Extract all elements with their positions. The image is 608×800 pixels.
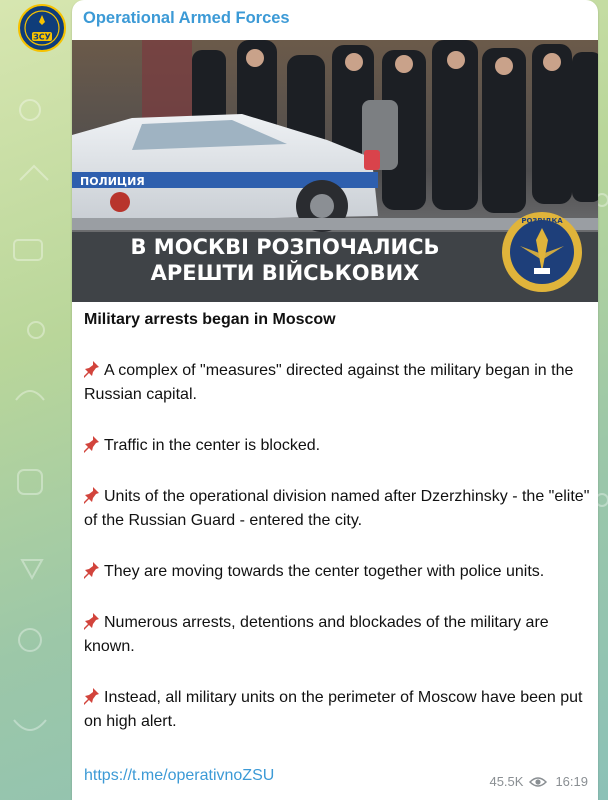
paragraph-text: Numerous arrests, detentions and blockades of the military are known. bbox=[84, 614, 549, 655]
paragraph-text: Units of the operational division named after Dzerzhinsky - the "elite" of the Russian Guard - entered the city. bbox=[84, 488, 590, 529]
message-paragraph bbox=[84, 611, 592, 659]
photo-overlay-line2: АРЕШТИ ВІЙСЬКОВИХ bbox=[150, 261, 420, 285]
armed-forces-logo-icon bbox=[20, 6, 64, 50]
message-meta bbox=[489, 774, 588, 789]
arrest-scene-image bbox=[72, 40, 598, 302]
paragraph-text: A complex of "measures" directed against the military began in the Russian capital. bbox=[84, 362, 574, 403]
channel-avatar[interactable] bbox=[18, 4, 66, 52]
svg-text:ЗСУ: ЗСУ bbox=[33, 32, 51, 42]
message-paragraph bbox=[84, 434, 592, 458]
police-label: ПОЛИЦИЯ bbox=[80, 175, 145, 188]
message-paragraph bbox=[84, 686, 592, 734]
paragraph-text: Instead, all military units on the perimeter of Moscow have been put on high alert. bbox=[84, 689, 583, 730]
paragraph-text: Traffic in the center is blocked. bbox=[104, 437, 321, 454]
message-bubble bbox=[72, 0, 598, 800]
pushpin-icon bbox=[84, 360, 102, 378]
message-title: Military arrests began in Moscow bbox=[84, 311, 336, 328]
message-caption bbox=[84, 308, 592, 734]
emblem-text: РОЗВІДКА bbox=[521, 217, 563, 225]
channel-link[interactable]: https://t.me/operativnoZSU bbox=[84, 767, 275, 784]
message-paragraph bbox=[84, 485, 592, 533]
pushpin-icon bbox=[84, 612, 102, 630]
paragraph-text: They are moving towards the center together with police units. bbox=[104, 563, 545, 580]
eye-icon bbox=[529, 776, 547, 788]
message-paragraph bbox=[84, 359, 592, 407]
channel-name[interactable]: Operational Armed Forces bbox=[83, 9, 290, 27]
view-count: 45.5K bbox=[489, 774, 524, 789]
pushpin-icon bbox=[84, 561, 102, 579]
pushpin-icon bbox=[84, 435, 102, 453]
message-time: 16:19 bbox=[555, 774, 588, 789]
message-photo[interactable] bbox=[72, 40, 598, 302]
message-paragraph bbox=[84, 560, 592, 584]
photo-overlay-line1: В МОСКВІ РОЗПОЧАЛИСЬ bbox=[130, 235, 440, 259]
pushpin-icon bbox=[84, 486, 102, 504]
pushpin-icon bbox=[84, 687, 102, 705]
intelligence-emblem-icon bbox=[502, 212, 582, 292]
